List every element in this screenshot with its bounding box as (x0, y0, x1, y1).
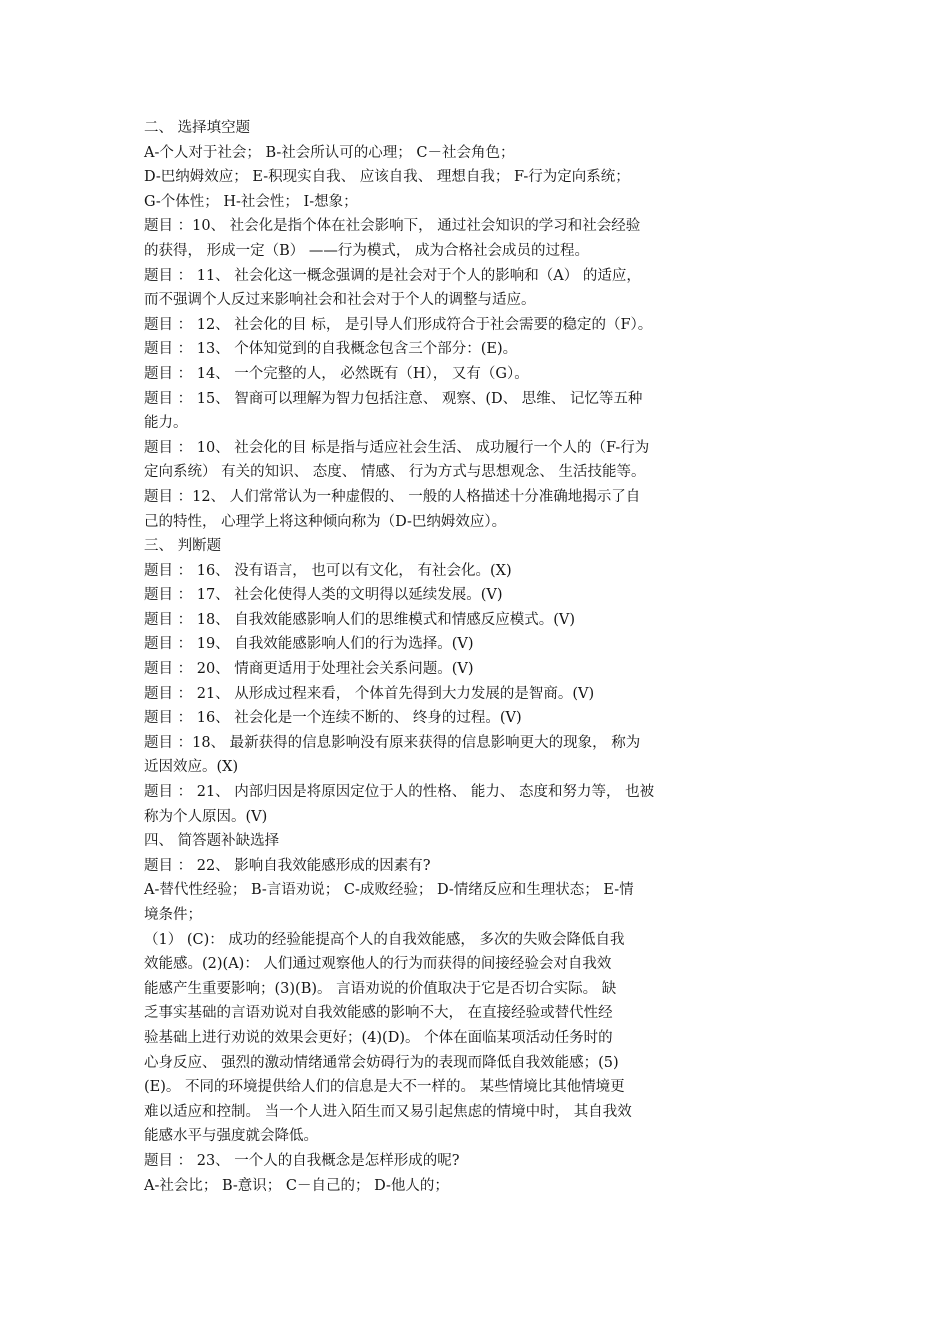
text-line: 题目 ： 16、 社会化是一个连续不断的、 终身的过程。(V) (144, 710, 522, 727)
text-line: 近因效应。(X) (144, 759, 239, 776)
text-line: 题目 ： 18、 自我效能感影响人们的思维模式和情感反应模式。(V) (144, 611, 576, 628)
text-line: 能感水平与强度就会降低。 (144, 1128, 318, 1145)
text-line: 二、 选择填空题 (144, 120, 251, 136)
text-line: 题目 ： 14、 一个完整的人， 必然既有（H）， 又有（G）。 (144, 365, 529, 382)
text-line: D-巴纳姆效应； E-积现实自我、 应该自我、 理想自我； F-行为定向系统； (144, 169, 630, 186)
text-line: 题目 ： 15、 智商可以理解为智力包括注意、 观察、(D、 思维、 记忆等五种 (144, 390, 643, 407)
text-line: 能感产生重要影响；(3)(B)。 言语劝说的价值取决于它是否切合实际。 缺 (144, 980, 617, 997)
text-line: 三、 判断题 (144, 538, 222, 555)
text-line: 题目 ：10、 社会化是指个体在社会影响下， 通过社会知识的学习和社会经验 (144, 218, 641, 235)
text-line: 验基础上进行劝说的效果会更好；(4)(D)。 个体在面临某项活动任务时的 (144, 1029, 613, 1046)
text-line: 效能感。(2)(A)： 人们通过观察他人的行为而获得的间接经验会对自我效 (144, 956, 612, 973)
text-line: A-替代性经验； B-言语劝说； C-成败经验； D-情绪反应和生理状态； E-情 (144, 882, 634, 899)
text-line: 题目 ： 13、 个体知觉到的自我概念包含三个部分：(E)。 (144, 341, 518, 358)
text-line: 难以适应和控制。 当一个人进入陌生而又易引起焦虑的情境中时， 其自我效 (144, 1103, 632, 1120)
text-line: 题目 ： 11、 社会化这一概念强调的是社会对于个人的影响和（A） 的适应， (144, 267, 641, 284)
text-line: A-个人对于社会； B-社会所认可的心理； C－社会角色； (144, 144, 515, 161)
text-line: A-社会比； B-意识； C－自己的； D-他人的； (144, 1177, 449, 1194)
text-line: 能力。 (144, 415, 188, 432)
text-line: 而不强调个人反过来影响社会和社会对于个人的调整与适应。 (144, 292, 536, 309)
document-body (144, 116, 784, 1198)
text-line: G-个体性； H-社会性； I-想象； (144, 193, 358, 210)
text-line: 四、 简答题补缺选择 (144, 833, 280, 850)
text-line: 题目 ： 19、 自我效能感影响人们的行为选择。(V) (144, 636, 474, 653)
text-line: 定向系统） 有关的知识、 态度、 情感、 行为方式与思想观念、 生活技能等。 (144, 464, 646, 481)
text-line: 题目 ： 20、 情商更适用于处理社会关系问题。(V) (144, 661, 474, 678)
text-line: 题目 ： 17、 社会化使得人类的文明得以延续发展。(V) (144, 587, 503, 604)
text-line: 题目 ：18、 最新获得的信息影响没有原来获得的信息影响更大的现象， 称为 (144, 734, 641, 751)
text-line: 心身反应、 强烈的激动情绪通常会妨碍行为的表现而降低自我效能感；(5) (144, 1054, 619, 1071)
text-line: 乏事实基础的言语劝说对自我效能感的影响不大， 在直接经验或替代性经 (144, 1005, 613, 1022)
text-line: 境条件； (144, 907, 202, 923)
text-line: 题目 ： 12、 社会化的目 标， 是引导人们形成符合于社会需要的稳定的（F）。 (144, 316, 653, 333)
text-line: 题目 ： 23、 一个人的自我概念是怎样形成的呢? (144, 1152, 460, 1169)
text-line: 题目 ：12、 人们常常认为一种虚假的、 一般的人格描述十分准确地揭示了自 (144, 488, 641, 505)
text-line: （1） (C)： 成功的经验能提高个人的自我效能感， 多次的失败会降低自我 (144, 931, 625, 948)
text-line: 题目 ： 10、 社会化的目 标是指与适应社会生活、 成功履行一个人的（F-行为 (144, 439, 650, 456)
text-line: 题目 ： 22、 影响自我效能感形成的因素有? (144, 857, 431, 874)
text-line: 题目 ： 21、 内部归因是将原因定位于人的性格、 能力、 态度和努力等， 也被 (144, 784, 655, 801)
text-line: (E)。 不同的环境提供给人们的信息是大不一样的。 某些情境比其他情境更 (144, 1079, 625, 1096)
text-line: 己的特性， 心理学上将这种倾向称为（D-巴纳姆效应）。 (144, 513, 507, 530)
text-line: 题目 ： 16、 没有语言， 也可以有文化， 有社会化。(X) (144, 562, 512, 579)
text-line: 称为个人原因。(V) (144, 808, 268, 825)
text-line: 的获得， 形成一定（B） ——行为模式， 成为合格社会成员的过程。 (144, 242, 589, 259)
text-line: 题目 ： 21、 从形成过程来看， 个体首先得到大力发展的是智商。(V) (144, 685, 595, 702)
